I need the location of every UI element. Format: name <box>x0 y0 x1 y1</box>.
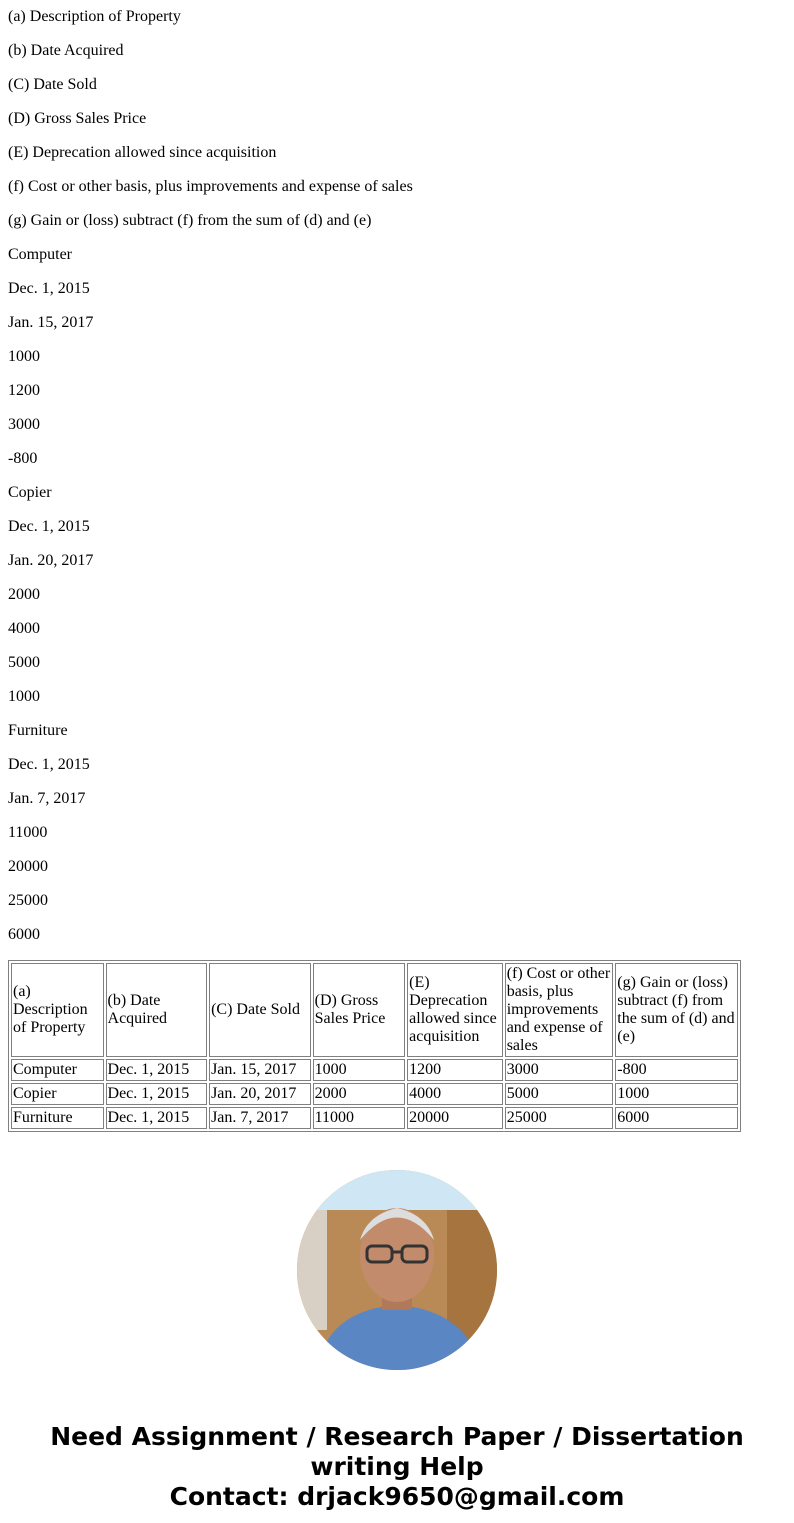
table-cell: Computer <box>11 1059 104 1081</box>
text-line: -800 <box>8 450 38 467</box>
table-cell: -800 <box>615 1059 738 1081</box>
table-header-cell: (f) Cost or other basis, plus improvements and expense of sales <box>505 963 614 1057</box>
table-cell: Jan. 15, 2017 <box>209 1059 311 1081</box>
table-cell: 20000 <box>407 1107 503 1129</box>
text-line: 1000 <box>8 688 40 705</box>
text-line: 20000 <box>8 858 48 875</box>
promo-contact: Contact: drjack9650@gmail.com <box>169 1482 625 1511</box>
text-line: Jan. 7, 2017 <box>8 790 86 807</box>
text-line: Copier <box>8 484 52 501</box>
text-line: (b) Date Acquired <box>8 42 124 59</box>
table-cell: Dec. 1, 2015 <box>106 1083 208 1105</box>
table-cell: 11000 <box>313 1107 406 1129</box>
author-avatar <box>297 1170 497 1370</box>
table-cell: 6000 <box>615 1107 738 1129</box>
text-line: Jan. 20, 2017 <box>8 552 94 569</box>
text-line: (E) Deprecation allowed since acquisition <box>8 144 277 161</box>
text-line: 3000 <box>8 416 40 433</box>
table-row <box>11 1107 738 1129</box>
table-row <box>11 1059 738 1081</box>
text-line: Dec. 1, 2015 <box>8 518 90 535</box>
table-cell: Dec. 1, 2015 <box>106 1059 208 1081</box>
text-line: Dec. 1, 2015 <box>8 280 90 297</box>
table-cell: 1200 <box>407 1059 503 1081</box>
table-header-cell: (E) Deprecation allowed since acquisition <box>407 963 503 1057</box>
text-line: (f) Cost or other basis, plus improvements and expense of sales <box>8 178 413 195</box>
table-cell: Furniture <box>11 1107 104 1129</box>
table-cell: 1000 <box>313 1059 406 1081</box>
table-cell: Dec. 1, 2015 <box>106 1107 208 1129</box>
text-line: 4000 <box>8 620 40 637</box>
table-header-row <box>11 963 738 1057</box>
table-cell: 3000 <box>505 1059 614 1081</box>
table-cell: 5000 <box>505 1083 614 1105</box>
text-line: Computer <box>8 246 72 263</box>
table-header-cell: (a) Description of Property <box>11 963 104 1057</box>
table-header-cell: (b) Date Acquired <box>106 963 208 1057</box>
text-line: Furniture <box>8 722 68 739</box>
table-cell: Jan. 7, 2017 <box>209 1107 311 1129</box>
text-line: (a) Description of Property <box>8 8 181 25</box>
promo-text <box>8 1422 786 1512</box>
text-line: 2000 <box>8 586 40 603</box>
table-row <box>11 1083 738 1105</box>
text-line: 11000 <box>8 824 48 841</box>
table-header-cell: (D) Gross Sales Price <box>313 963 406 1057</box>
text-line: Jan. 15, 2017 <box>8 314 94 331</box>
text-line: Dec. 1, 2015 <box>8 756 90 773</box>
table-cell: 25000 <box>505 1107 614 1129</box>
text-line: (g) Gain or (loss) subtract (f) from the sum of (d) and (e) <box>8 212 372 229</box>
table-cell: Jan. 20, 2017 <box>209 1083 311 1105</box>
table-cell: 1000 <box>615 1083 738 1105</box>
text-lines <box>8 8 786 944</box>
text-line: (D) Gross Sales Price <box>8 110 147 127</box>
text-line: 5000 <box>8 654 40 671</box>
text-line: 1000 <box>8 348 40 365</box>
text-line: (C) Date Sold <box>8 76 97 93</box>
text-line: 1200 <box>8 382 40 399</box>
table-cell: 4000 <box>407 1083 503 1105</box>
table-cell: Copier <box>11 1083 104 1105</box>
promo-line-1: Need Assignment / Research Paper / Dissertation writing Help <box>50 1422 744 1481</box>
table-cell: 2000 <box>313 1083 406 1105</box>
text-line: 6000 <box>8 926 40 943</box>
text-line: 25000 <box>8 892 48 909</box>
table-header-cell: (C) Date Sold <box>209 963 311 1057</box>
table-header-cell: (g) Gain or (loss) subtract (f) from the sum of (d) and (e) <box>615 963 738 1057</box>
property-table <box>8 960 741 1132</box>
